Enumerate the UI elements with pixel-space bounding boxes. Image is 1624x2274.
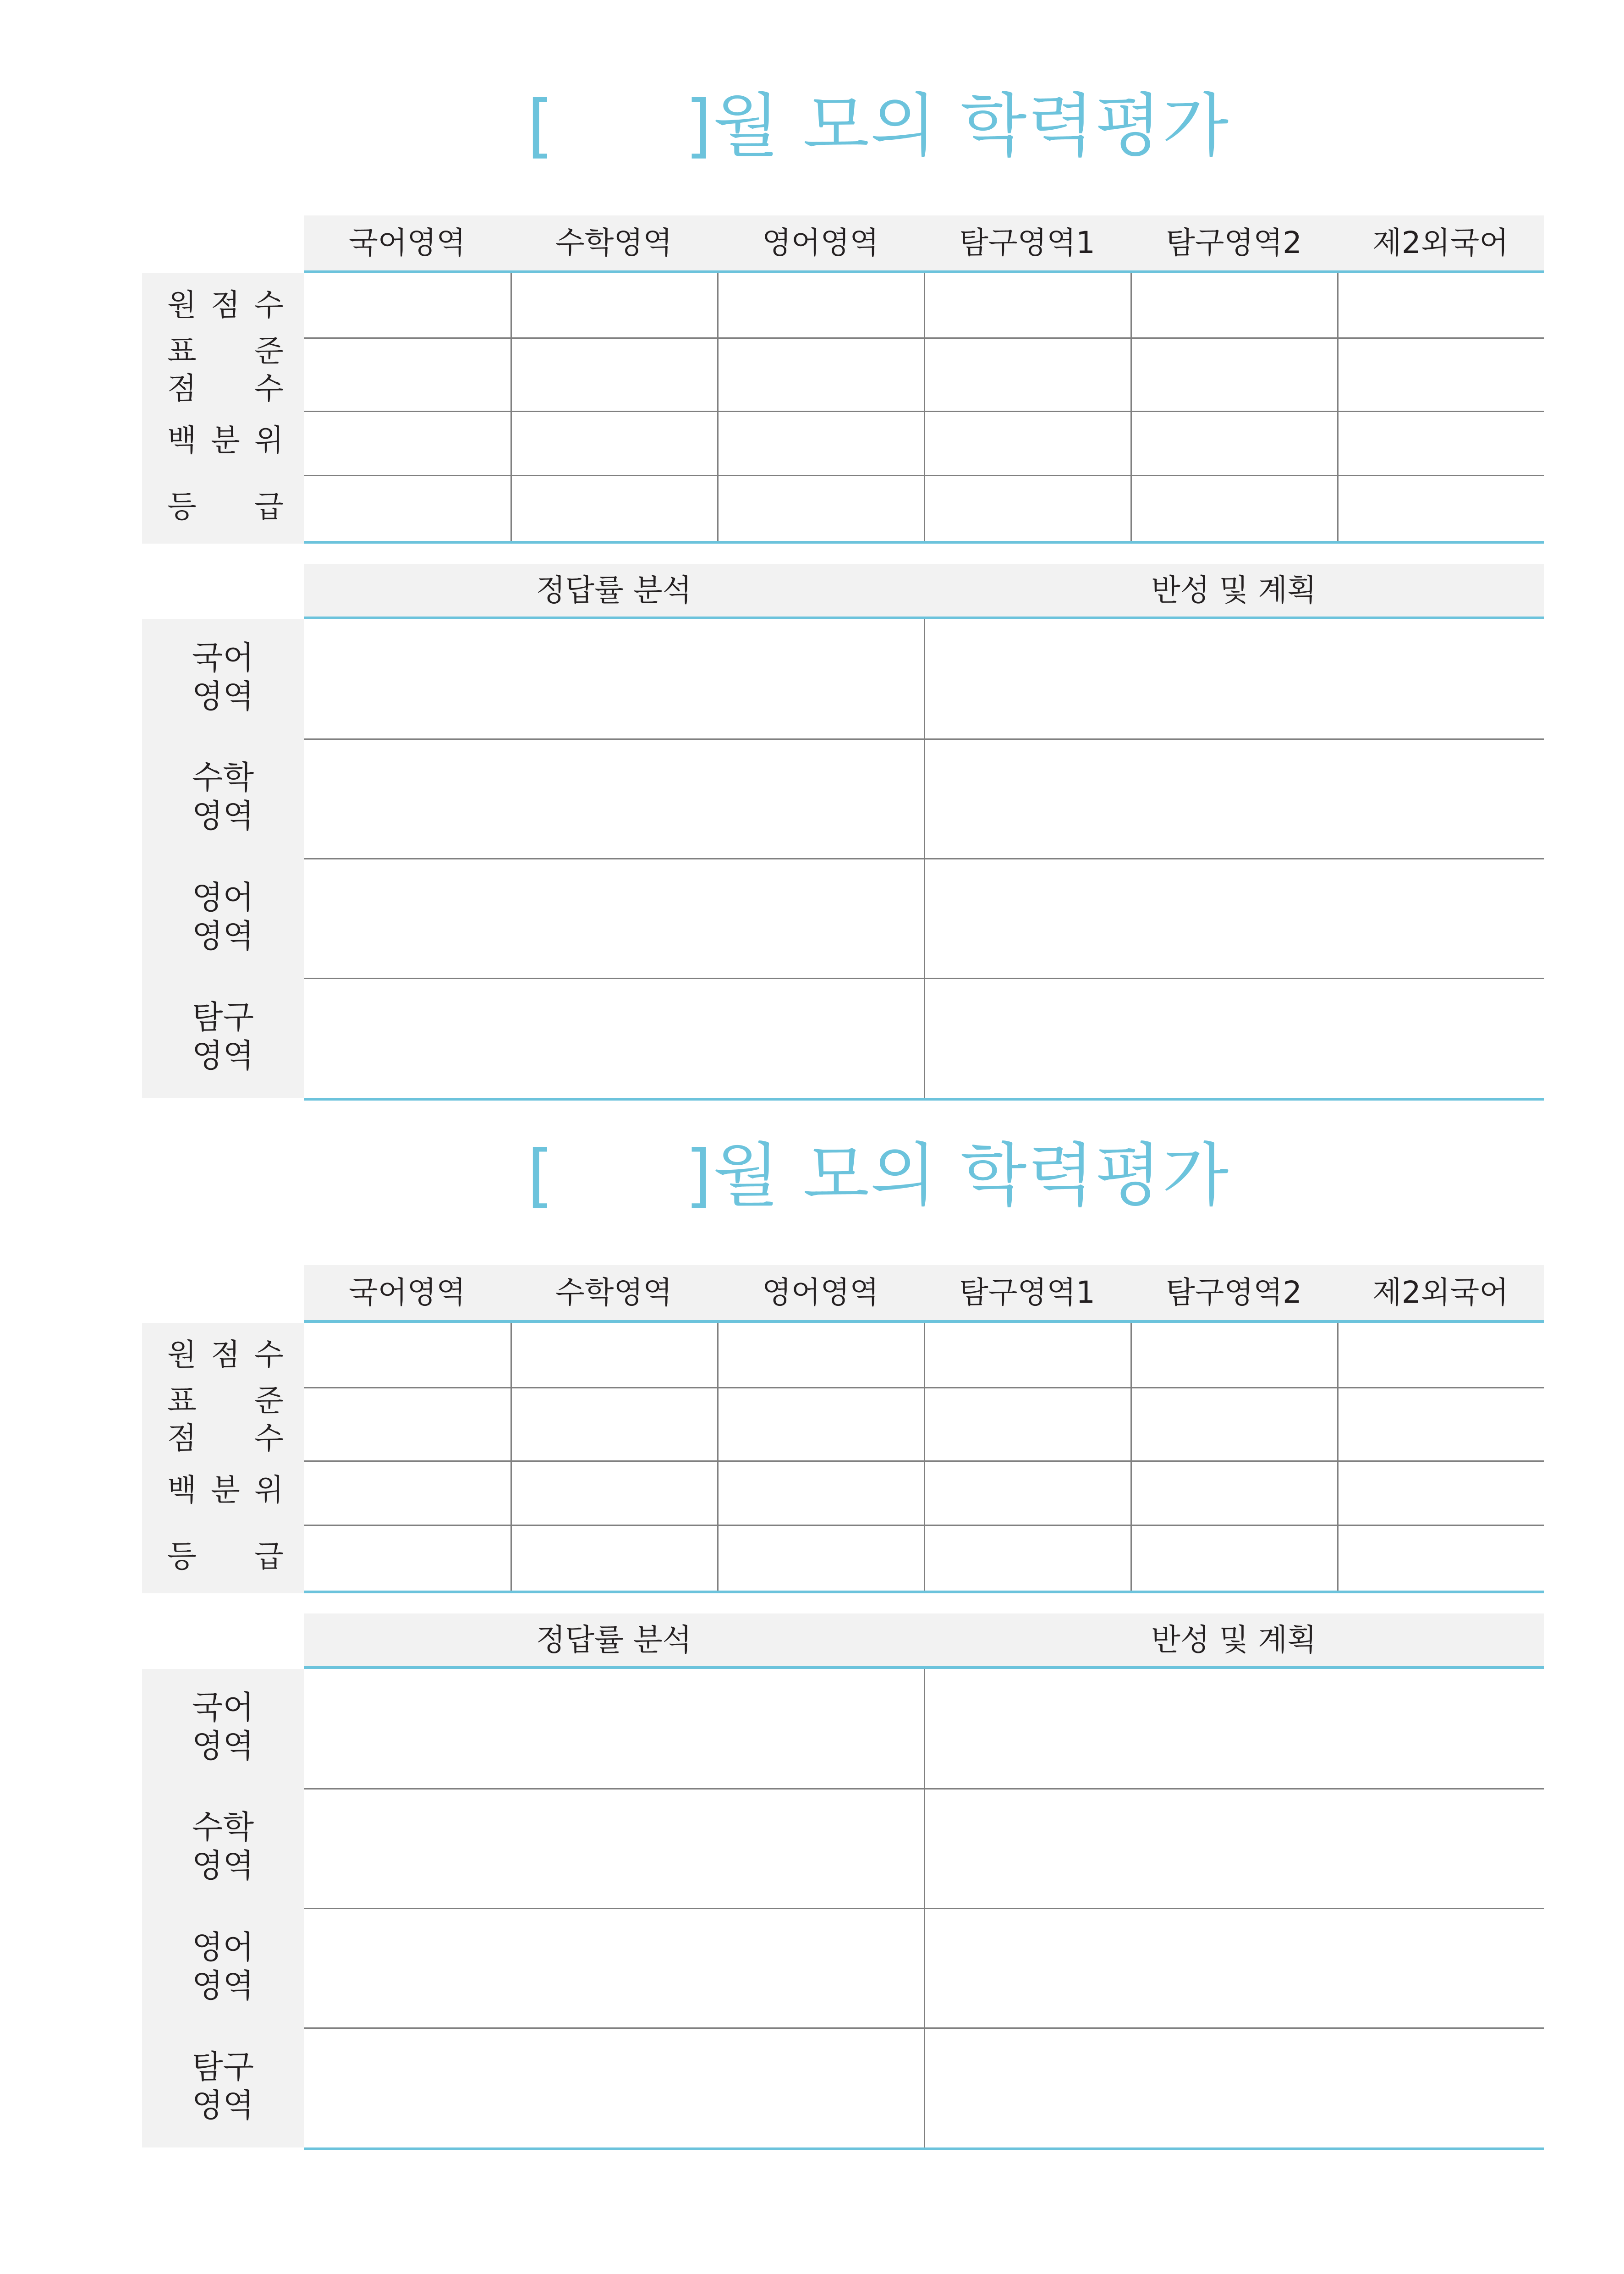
- title-bracket-open: [: [527, 1136, 555, 1216]
- analysis-grid[interactable]: [304, 619, 1544, 1101]
- analysis-table-header: [304, 1613, 1544, 1669]
- score-col-header: 영어영역: [762, 1275, 879, 1310]
- score-grid[interactable]: [304, 273, 1544, 544]
- score-col-header: 수학영역: [555, 1275, 673, 1310]
- analysis-row-label: 탐구 영역: [192, 2048, 254, 2124]
- score-col-header: 제2외국어: [1372, 225, 1509, 260]
- score-col-header: 탐구영역1: [959, 1275, 1095, 1310]
- score-table-header: [304, 1265, 1544, 1323]
- analysis-row-label: 수학 영역: [192, 1808, 254, 1884]
- analysis-row-label: 영어 영역: [192, 879, 254, 955]
- analysis-row-label: 영어 영역: [192, 1928, 254, 2004]
- analysis-col-header: 정답률 분석: [536, 1622, 692, 1657]
- analysis-row-label: 국어 영역: [192, 639, 254, 715]
- score-col-header: 국어영역: [348, 225, 466, 260]
- title-text: ]월 모의 학력평가: [685, 86, 1230, 166]
- analysis-col-header: 반성 및 계획: [1151, 1622, 1317, 1657]
- score-grid[interactable]: [304, 1323, 1544, 1593]
- score-col-header: 탐구영역2: [1165, 225, 1302, 260]
- score-table-header: [304, 215, 1544, 273]
- score-col-header: 탐구영역2: [1165, 1275, 1302, 1310]
- analysis-table-header: [304, 564, 1544, 619]
- score-row-labels: 원 점 수 표 준 점 수 백 분 위 등 급: [142, 1323, 304, 1593]
- score-col-header: 탐구영역1: [959, 225, 1095, 260]
- score-row-labels: 원 점 수 표 준 점 수 백 분 위 등 급: [142, 273, 304, 544]
- analysis-row-label: 탐구 영역: [192, 998, 254, 1074]
- analysis-row-labels: [142, 619, 304, 1098]
- title-text: ]월 모의 학력평가: [685, 1136, 1230, 1216]
- analysis-row-label: 수학 영역: [192, 759, 254, 835]
- analysis-row-label: 국어 영역: [192, 1689, 254, 1765]
- analysis-row-labels: [142, 1669, 304, 2147]
- score-col-header: 국어영역: [348, 1275, 466, 1310]
- analysis-col-header: 반성 및 계획: [1151, 573, 1317, 608]
- analysis-grid[interactable]: [304, 1669, 1544, 2150]
- title-bracket-open: [: [527, 86, 555, 166]
- analysis-col-header: 정답률 분석: [536, 573, 692, 608]
- score-col-header: 영어영역: [762, 225, 879, 260]
- score-col-header: 수학영역: [555, 225, 673, 260]
- score-col-header: 제2외국어: [1372, 1275, 1509, 1310]
